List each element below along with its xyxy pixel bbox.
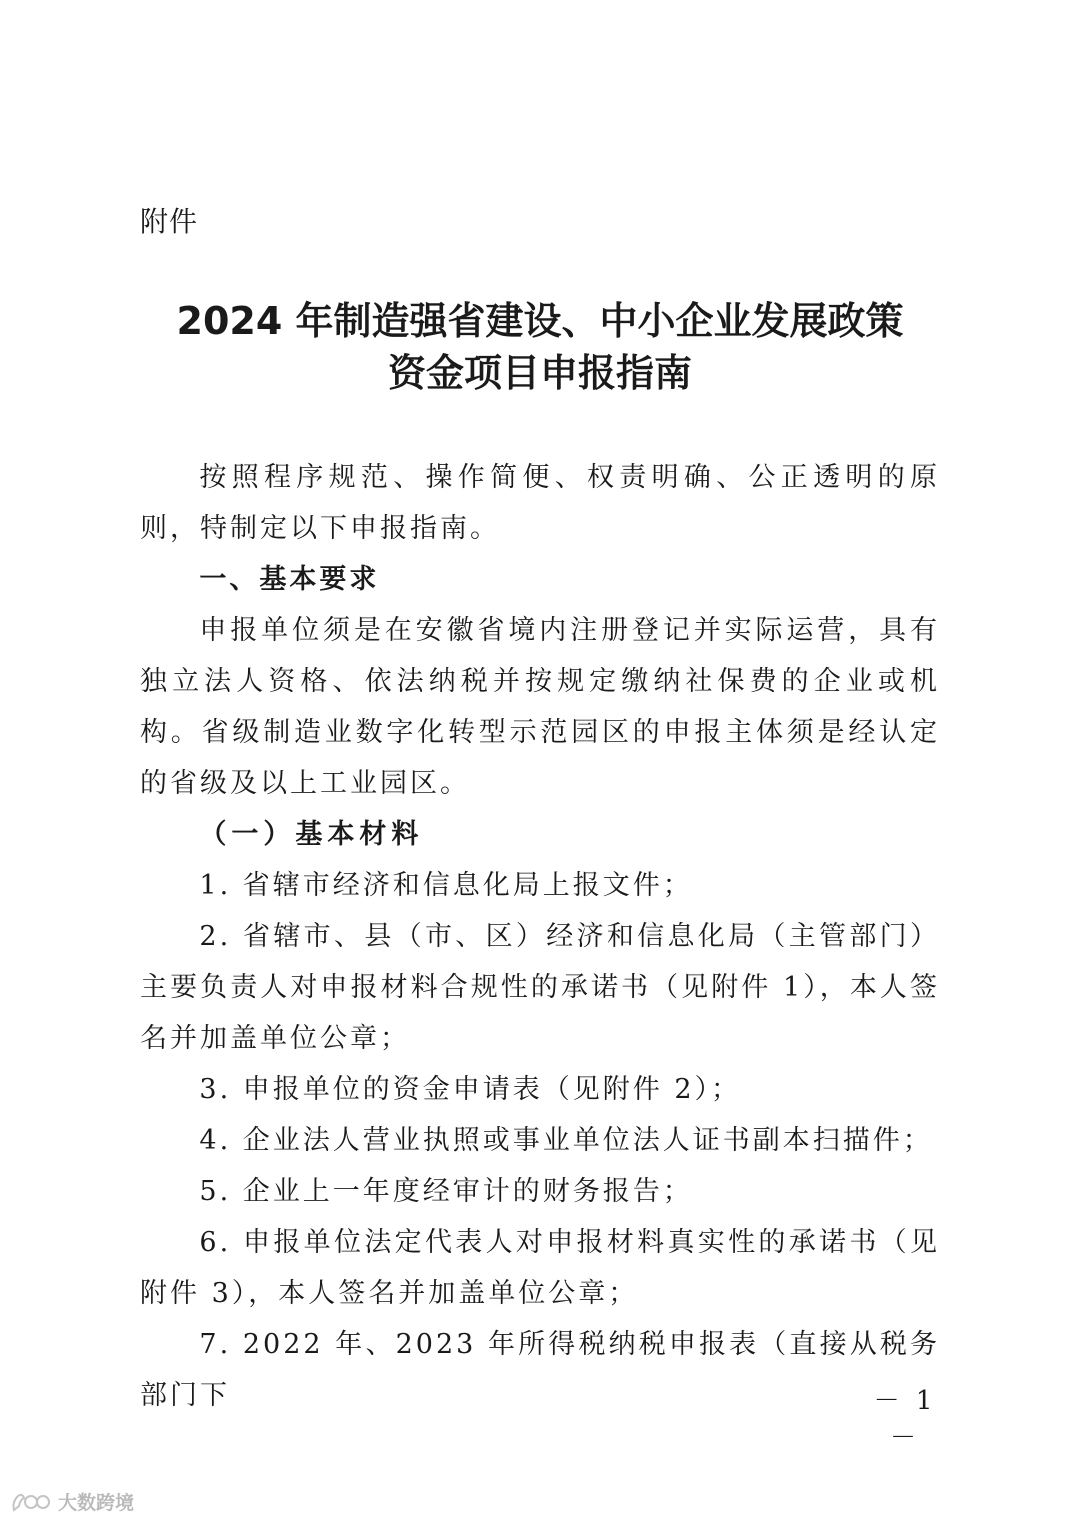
watermark-logo-icon (10, 1490, 52, 1514)
watermark (10, 1488, 134, 1515)
attachment-label: 附件 (140, 205, 199, 238)
page-number: － 1 － (873, 1386, 937, 1453)
list-item: 5. 企业上一年度经审计的财务报告； (199, 1176, 693, 1207)
intro-paragraph: 按照程序规范、操作简便、权责明确、公正透明的原则，特制定以下申报指南。 (140, 462, 940, 544)
watermark-text: 大数跨境 (58, 1492, 135, 1514)
section-paragraph-requirements: 申报单位须是在安徽省境内注册登记并实际运营，具有独立法人资格、依法纳税并按规定缴纳社保费的企业或机构。省级制造业数字化转型示范园区的申报主体须是经认定的省级及以上工业园区。 (140, 615, 940, 799)
list-item: 1. 省辖市经济和信息化局上报文件； (199, 870, 693, 901)
list-item: 2. 省辖市、县（市、区）经济和信息化局（主管部门）主要负责人对申报材料合规性的承诺书（见附件 1），本人签名并加盖单位公章； (140, 921, 940, 1054)
list-item: 4. 企业法人营业执照或事业单位法人证书副本扫描件； (199, 1125, 933, 1156)
section-heading-basic-requirements: 一、基本要求 (199, 564, 380, 595)
list-item: 6. 申报单位法定代表人对申报材料真实性的承诺书（见附件 3），本人签名并加盖单位公章； (140, 1227, 940, 1309)
document-body (140, 452, 940, 1421)
document-title-line-1: 2024 年制造强省建设、中小企业发展政策 (176, 299, 904, 343)
subsection-heading-basic-materials: （一）基本材料 (199, 819, 424, 850)
document-title-line-2: 资金项目申报指南 (387, 351, 692, 395)
list-item: 7. 2022 年、2023 年所得税纳税申报表（直接从税务部门下 (140, 1329, 940, 1411)
list-item: 3. 申报单位的资金申请表（见附件 2）； (199, 1074, 741, 1105)
